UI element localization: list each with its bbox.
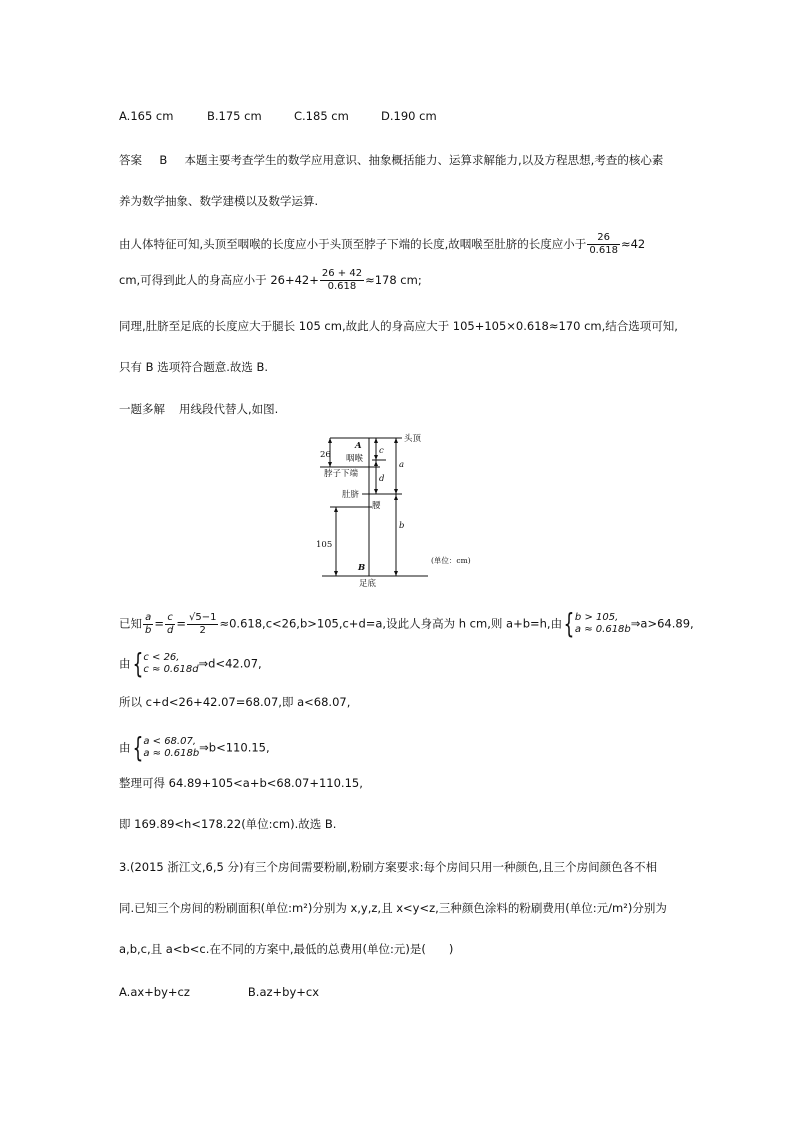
analysis-line-3: 同理,肚脐至足底的长度应大于腿长 105 cm,故此人的身高应大于 105+105×0.618≈170 cm,结合选项可知, [119, 319, 678, 333]
option-d: D.190 cm [381, 109, 437, 123]
q3-option-a: A.ax+by+cz [119, 985, 190, 999]
label-b: b [399, 521, 405, 531]
q3-line-1: 3.(2015 浙江文,6,5 分)有三个房间需要粉刷,粉刷方案要求:每个房间只用一种颜色,且三个房间颜色各不相 [119, 860, 658, 874]
fraction-a-over-b: $\frac{a}{b}$ [145, 611, 152, 636]
q3-option-b: B.az+by+cx [247, 985, 320, 999]
brace-icon: { [132, 731, 143, 764]
label-a: a [399, 460, 405, 470]
system-2: c < 26, c ≈ 0.618d [143, 652, 199, 675]
label-foot: 足底 [359, 579, 377, 589]
label-head-top: 头顶 [404, 434, 422, 444]
solution2-line-5: 整理可得 64.89+105<a+b<68.07+110.15, [119, 776, 363, 790]
analysis-text: 由人体特征可知,头顶至咽喉的长度应小于头顶至脖子下端的长度,故咽喉至肚脐的长度应小于 [119, 237, 587, 251]
answer-line-2: 养为数学抽象、数学建模以及数学运算. [119, 194, 319, 208]
brace-icon: { [132, 647, 143, 680]
answer-text-1: 本题主要考查学生的数学应用意识、抽象概括能力、运算求解能力,以及方程思想,考查的核心素 [184, 153, 664, 167]
brace-icon: { [563, 607, 575, 640]
option-c: C.185 cm [294, 109, 349, 123]
analysis-line-4: 只有 B 选项符合题意.故选 B. [119, 360, 269, 374]
system-1: b > 105, a ≈ 0.618b [574, 612, 631, 635]
solution2-line-4: 由{ a < 68.07, a ≈ 0.618b ⇒b<110.15, [119, 731, 270, 764]
q3-options [119, 984, 319, 1000]
analysis-text: ≈42 [620, 237, 646, 251]
answer-label: 答案 [119, 153, 142, 167]
analysis-line-2 [119, 268, 422, 293]
answer-choice: B [159, 153, 168, 167]
fraction-c-over-d: $\frac{c}{d}$ [167, 611, 174, 636]
label-navel: 肚脐 [342, 490, 360, 500]
analysis-text: ≈178 cm; [365, 273, 422, 287]
label-throat: 咽喉 [346, 454, 364, 464]
label-neck-bottom: 脖子下端 [324, 469, 359, 479]
answer-line-1 [119, 152, 663, 168]
option-b: B.175 cm [207, 109, 262, 123]
label-105: 105 [316, 540, 333, 550]
fraction-68-over-0618: $\frac{26 + 42}{0.618}$ [321, 268, 363, 292]
body-segment-diagram [300, 430, 500, 590]
label-B: B [358, 563, 366, 573]
solution2-line-2: 由{ c < 26, c ≈ 0.618d ⇒d<42.07, [119, 647, 262, 680]
q3-line-3: a,b,c,且 a<b<c.在不同的方案中,最低的总费用(单位:元)是( ) [119, 942, 454, 956]
q3-line-2: 同.已知三个房间的粉刷面积(单位:m²)分别为 x,y,z,且 x<y<z,三种颜色涂料的粉刷费用(单位:元/m²)分别为 [119, 901, 667, 915]
solution2-line-1: 已知 $\frac{a}{b}$ = $\frac{c}{d}$ = $\frac{√5-1}{2}$ ≈0.618,c<26,b>105,c+d=a,设此人身高为 h cm,则 a+b=h,由{ b > 105, a ≈ 0.618b ⇒a>64.89, [119, 607, 694, 640]
label-d: d [379, 474, 385, 484]
solution2-line-3: 所以 c+d<26+42.07=68.07,即 a<68.07, [119, 695, 351, 709]
solution2-line-6: 即 169.89<h<178.22(单位:cm).故选 B. [119, 817, 337, 831]
label-unit: (单位：cm) [431, 556, 471, 565]
label-26: 26 [320, 450, 331, 460]
label-c: c [379, 446, 384, 456]
label-A: A [355, 441, 362, 451]
fraction-golden-ratio: $\frac{√5-1}{2}$ [189, 611, 217, 636]
analysis-text: cm,可得到此人的身高应小于 26+42+ [119, 273, 319, 287]
fraction-26-over-0618: $\frac{26}{0.618}$ [589, 232, 618, 256]
multi-solution-heading: 一题多解 用线段代替人,如图. [119, 402, 279, 416]
option-a: A.165 cm [119, 109, 174, 123]
system-3: a < 68.07, a ≈ 0.618b [143, 736, 200, 759]
analysis-line-1 [119, 232, 645, 257]
label-waist: 腰 [372, 501, 381, 511]
